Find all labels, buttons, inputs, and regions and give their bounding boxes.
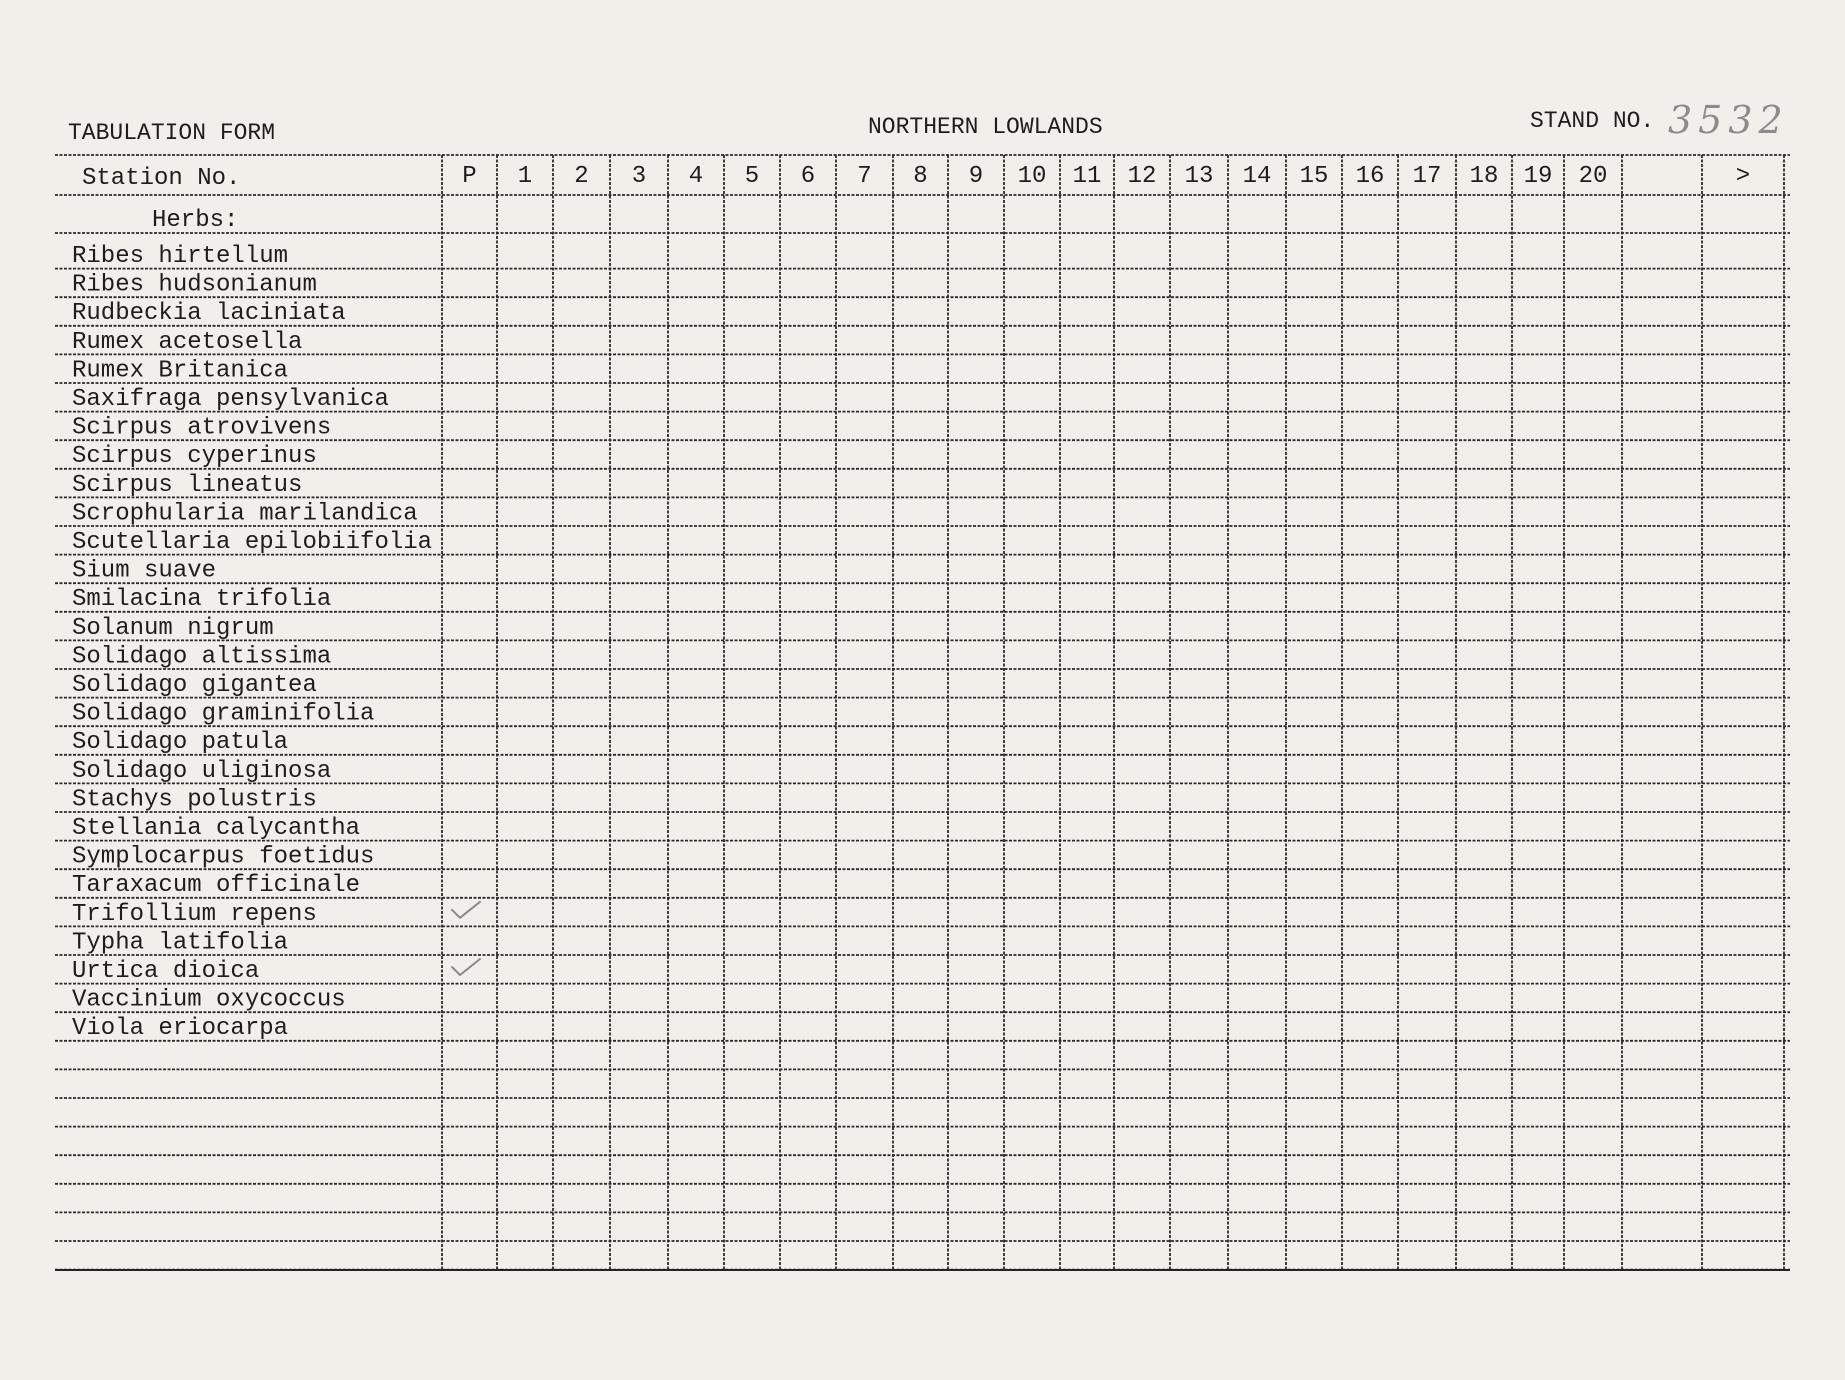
stand-number-label: STAND NO.: [1530, 108, 1655, 134]
column-header: 10: [1017, 163, 1047, 190]
species-name: Smilacina trifolia: [72, 586, 332, 614]
column-header: 3: [631, 163, 647, 190]
species-name: Solanum nigrum: [72, 614, 274, 642]
column-header: 2: [574, 163, 589, 190]
species-name: Sium suave: [72, 557, 217, 585]
species-name: Scutellaria epilobiifolia: [72, 529, 433, 556]
check-mark: [452, 902, 480, 918]
species-name: Taraxacum officinale: [72, 872, 361, 900]
column-header: 13: [1184, 163, 1214, 190]
column-header: 14: [1242, 163, 1272, 190]
species-name: Scirpus lineatus: [72, 471, 303, 499]
species-name: Solidago patula: [72, 729, 289, 757]
species-name: Trifollium repens: [72, 900, 317, 928]
column-header: 6: [800, 163, 816, 190]
species-name: Scrophularia marilandica: [72, 500, 418, 528]
stand-number-handwritten: 3532: [1668, 98, 1789, 142]
species-name: Solidago gigantea: [72, 672, 317, 699]
species-name: Vaccinium oxycoccus: [72, 986, 346, 1014]
column-header: 5: [744, 163, 760, 190]
species-name: Ribes hudsonianum: [72, 271, 317, 299]
species-name: Ribes hirtellum: [72, 243, 289, 270]
species-name: Rumex Britanica: [72, 357, 289, 385]
species-name: Rudbeckia laciniata: [72, 300, 346, 328]
column-header: 9: [968, 163, 984, 190]
check-marks: [452, 902, 480, 975]
column-header: 8: [913, 163, 928, 190]
column-header: 12: [1127, 163, 1157, 190]
column-header: 1: [517, 163, 533, 190]
column-header: 20: [1578, 163, 1608, 190]
species-name: Typha latifolia: [72, 929, 289, 957]
column-header: 19: [1523, 163, 1553, 190]
column-header: P: [462, 163, 477, 190]
check-mark: [452, 959, 480, 975]
column-header: 11: [1072, 163, 1102, 190]
column-headers: [462, 163, 1750, 190]
column-header: 18: [1469, 163, 1499, 190]
species-name: Saxifraga pensylvanica: [72, 386, 389, 413]
column-header: 15: [1299, 163, 1329, 190]
region-title: NORTHERN LOWLANDS: [868, 114, 1103, 140]
station-number-label: Station No.: [82, 165, 241, 192]
species-name: Viola eriocarpa: [72, 1015, 289, 1043]
species-name: Solidago altissima: [72, 643, 332, 671]
column-header: 16: [1355, 163, 1385, 190]
species-rows: [72, 243, 432, 1042]
column-header: 4: [688, 163, 704, 190]
species-name: Stellania calycantha: [72, 815, 361, 842]
species-name: Scirpus cyperinus: [72, 443, 317, 471]
column-header: >: [1735, 163, 1751, 190]
species-name: Rumex acetosella: [72, 328, 303, 356]
species-name: Scirpus atrovivens: [72, 414, 332, 442]
section-label-herbs: Herbs:: [152, 207, 239, 234]
species-name: Solidago uliginosa: [72, 757, 332, 785]
header-row: [82, 165, 240, 192]
species-name: Solidago graminifolia: [72, 700, 375, 728]
form-title: TABULATION FORM: [68, 120, 276, 146]
column-header: 17: [1412, 163, 1442, 190]
species-name: Stachys polustris: [72, 786, 317, 814]
species-name: Urtica dioica: [72, 958, 260, 985]
species-name: Symplocarpus foetidus: [72, 843, 375, 871]
section-row: [152, 207, 238, 234]
column-header: 7: [857, 163, 872, 190]
